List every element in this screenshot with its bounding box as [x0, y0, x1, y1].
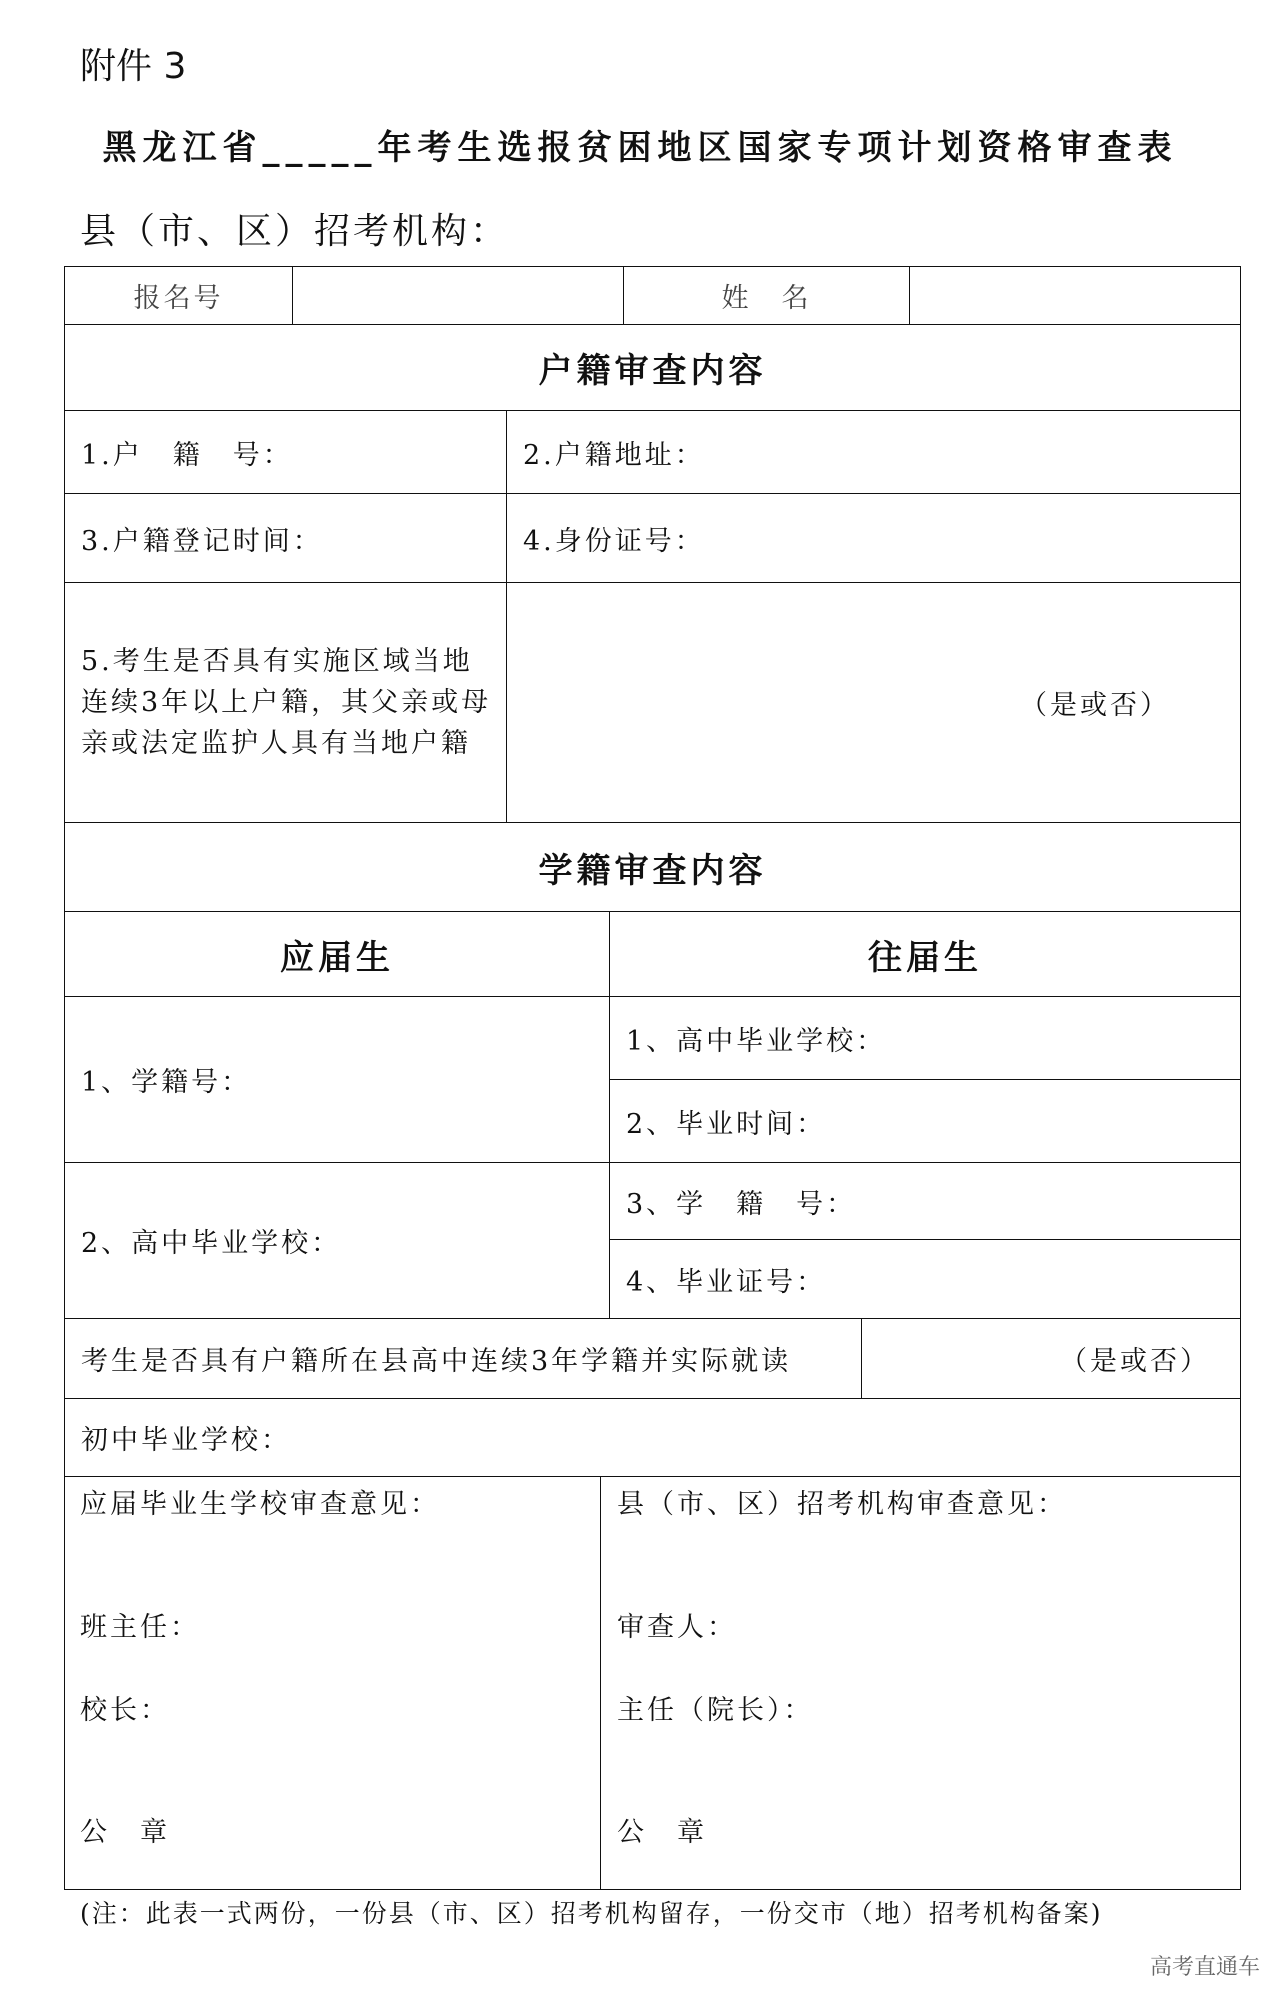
teacher-label: 班主任： [80, 1612, 200, 1643]
reg-no-label: 报名号 [64, 266, 293, 325]
xueji-question: 考生是否具有户籍所在县高中连续3年学籍并实际就读 [64, 1318, 862, 1399]
huji-q5-answer[interactable]: （是或否） [506, 582, 1241, 823]
name-label: 姓 名 [623, 266, 910, 325]
past-student-heading: 往届生 [609, 911, 1241, 997]
past-q2: 2、毕业时间： [609, 1079, 1241, 1163]
current-q1: 1、学籍号： [64, 996, 610, 1163]
reg-no-field[interactable] [292, 266, 624, 325]
attachment-label: 附件 3 [80, 46, 187, 87]
huji-section-title: 户籍审查内容 [64, 324, 1241, 411]
current-student-heading: 应届生 [64, 911, 610, 997]
huji-q4: 4.身份证号： [506, 493, 1241, 583]
huji-q1: 1.户 籍 号： [64, 410, 507, 494]
seal-label-org: 公 章 [617, 1817, 707, 1848]
form-title: 黑龙江省_____年考生选报贫困地区国家专项计划资格审查表 [102, 128, 1178, 168]
current-q2: 2、高中毕业学校： [64, 1162, 610, 1319]
watermark: 高考直通车 [1149, 1955, 1260, 1980]
org-line: 县（市、区）招考机构： [80, 211, 510, 252]
huji-q2: 2.户籍地址： [506, 410, 1241, 494]
past-q1: 1、高中毕业学校： [609, 996, 1241, 1080]
huji-q3: 3.户籍登记时间： [64, 493, 507, 583]
principal-label: 校长： [80, 1695, 170, 1726]
school-opinion-title: 应届毕业生学校审查意见： [80, 1489, 440, 1520]
seal-label-school: 公 章 [80, 1817, 170, 1848]
name-field[interactable] [909, 266, 1241, 325]
director-label: 主任（院长）： [617, 1695, 814, 1726]
org-opinion-title: 县（市、区）招考机构审查意见： [617, 1489, 1067, 1520]
past-q3: 3、学 籍 号： [609, 1162, 1241, 1240]
xueji-answer[interactable]: （是或否） [861, 1318, 1241, 1399]
xueji-section-title: 学籍审查内容 [64, 822, 1241, 912]
reviewer-label: 审查人： [617, 1612, 737, 1643]
huji-q5: 5.考生是否具有实施区域当地连续3年以上户籍，其父亲或母亲或法定监护人具有当地户籍 [64, 582, 507, 823]
junior-school: 初中毕业学校： [64, 1398, 1241, 1477]
past-q4: 4、毕业证号： [609, 1239, 1241, 1319]
footnote: (注：此表一式两份，一份县（市、区）招考机构留存，一份交市（地）招考机构备案) [80, 1899, 1103, 1928]
